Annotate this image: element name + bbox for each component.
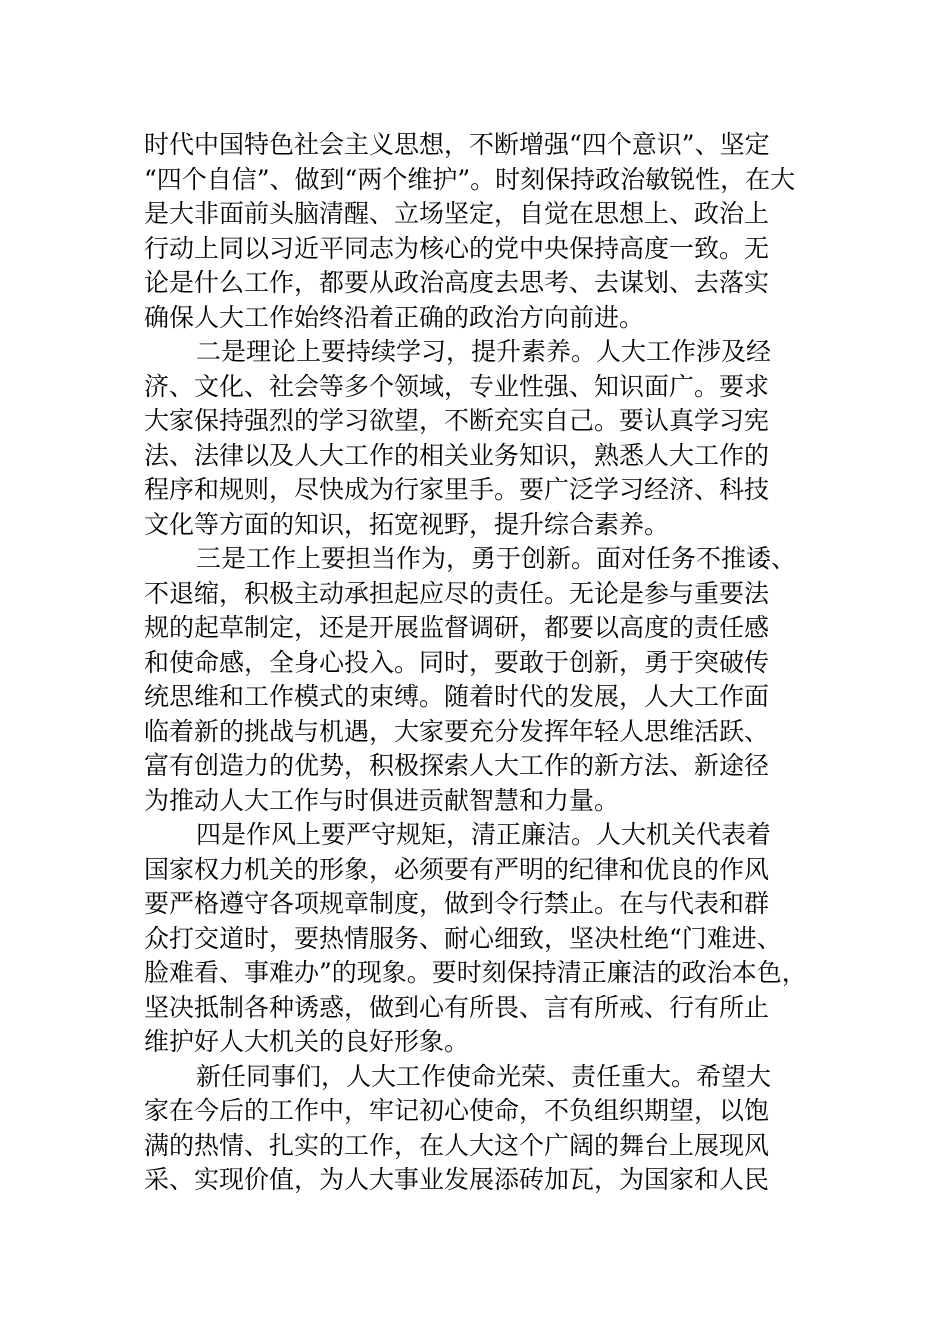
text-line: 坚决抵制各种诱惑，做到心有所畏、言有所戒、行有所止 — [144, 992, 770, 1022]
text-line: 论是什么工作，都要从政治高度去思考、去谋划、去落实 — [144, 268, 770, 297]
text-line: 国家权力机关的形象，必须要有严明的纪律和优良的作风 — [144, 854, 770, 884]
text-line: 临着新的挑战与机遇，大家要充分发挥年轻人思维活跃、 — [144, 716, 770, 746]
text-line: 不退缩，积极主动承担起应尽的责任。无论是参与重要法 — [144, 578, 770, 608]
text-line: 和使命感，全身心投入。同时，要敢于创新，勇于突破传 — [144, 647, 770, 677]
text-line: 确保人大工作始终沿着正确的政治方向前进。 — [144, 302, 645, 332]
text-line: 统思维和工作模式的束缚。随着时代的发展，人大工作面 — [144, 682, 770, 711]
paragraph-first-line: 三是工作上要担当作为，勇于创新。面对任务不推诿、 — [196, 544, 797, 573]
text-line: 规的起草制定，还是开展监督调研，都要以高度的责任感 — [144, 613, 770, 642]
text-line: 脸难看、事难办”的现象。要时刻保持清正廉洁的政治本色， — [144, 958, 807, 987]
text-line: 众打交道时，要热情服务、耐心细致，坚决杜绝“门难进、 — [144, 923, 782, 953]
text-line: 家在今后的工作中，牢记初心使命，不负组织期望，以饱 — [144, 1096, 770, 1125]
text-line: 满的热情、扎实的工作，在人大这个广阔的舞台上展现风 — [144, 1130, 770, 1160]
text-line: 维护好人大机关的良好形象。 — [144, 1027, 470, 1056]
text-line: 大家保持强烈的学习欲望，不断充实自己。要认真学习宪 — [144, 406, 770, 435]
text-line: 为推动人大工作与时俱进贡献智慧和力量。 — [144, 785, 620, 815]
text-line: 法、法律以及人大工作的相关业务知识，熟悉人大工作的 — [144, 440, 770, 470]
text-line: 是大非面前头脑清醒、立场坚定，自觉在思想上、政治上 — [144, 199, 770, 228]
text-line: 行动上同以习近平同志为核心的党中央保持高度一致。无 — [144, 233, 770, 263]
text-line: “四个自信”、做到“两个维护”。时刻保持政治敏锐性，在大 — [144, 164, 796, 194]
text-line: 济、文化、社会等多个领域，专业性强、知识面广。要求 — [144, 371, 770, 401]
text-line: 富有创造力的优势，积极探索人大工作的新方法、新途径 — [144, 751, 770, 780]
text-line: 采、实现价值，为人大事业发展添砖加瓦，为国家和人民 — [144, 1165, 770, 1194]
paragraph-first-line: 四是作风上要严守规矩，清正廉洁。人大机关代表着 — [196, 820, 772, 849]
text-line: 时代中国特色社会主义思想，不断增强“四个意识”、坚定 — [144, 130, 770, 159]
body-text — [144, 128, 844, 1198]
text-line: 要严格遵守各项规章制度，做到令行禁止。在与代表和群 — [144, 889, 770, 918]
text-line: 程序和规则，尽快成为行家里手。要广泛学习经济、科技 — [144, 475, 770, 504]
paragraph-first-line: 新任同事们，人大工作使命光荣、责任重大。希望大 — [196, 1061, 772, 1091]
text-line: 文化等方面的知识，拓宽视野，提升综合素养。 — [144, 509, 670, 539]
paragraph-first-line: 二是理论上要持续学习，提升素养。人大工作涉及经 — [196, 337, 772, 366]
